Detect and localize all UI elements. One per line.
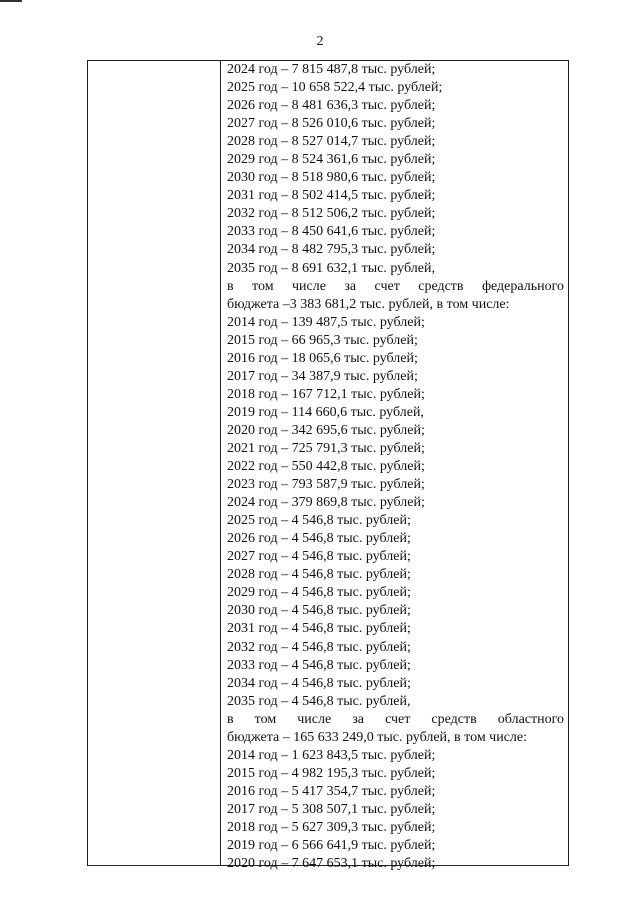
funding-year-line: 2030 год – 8 518 980,6 тыс. рублей; [227,170,436,186]
funding-year-line: 2026 год – 4 546,8 тыс. рублей; [227,531,411,547]
scan-corner-mark [0,0,22,2]
paragraph-line: в том числе за счет средств федерального [227,278,564,294]
funding-year-line: 2024 год – 379 869,8 тыс. рублей; [227,495,425,511]
funding-year-line: 2020 год – 7 647 653,1 тыс. рублей; [227,856,436,872]
funding-year-line: 2019 год – 114 660,6 тыс. рублей, [227,404,424,420]
funding-year-line: 2018 год – 5 627 309,3 тыс. рублей; [227,819,436,835]
funding-year-line: бюджета –3 383 681,2 тыс. рублей, в том числе: [227,296,510,312]
funding-year-line: 2016 год – 18 065,6 тыс. рублей; [227,350,418,366]
funding-year-line: 2029 год – 8 524 361,6 тыс. рублей; [227,152,436,168]
funding-year-line: 2023 год – 793 587,9 тыс. рублей; [227,477,425,493]
funding-year-line: 2032 год – 4 546,8 тыс. рублей; [227,639,411,655]
funding-year-line: 2027 год – 8 526 010,6 тыс. рублей; [227,116,436,132]
funding-year-line: 2033 год – 4 546,8 тыс. рублей; [227,657,411,673]
funding-year-line: 2031 год – 8 502 414,5 тыс. рублей; [227,188,436,204]
funding-year-line: 2025 год – 10 658 522,4 тыс. рублей; [227,80,443,96]
financing-text-column [227,61,564,873]
funding-year-line: 2022 год – 550 442,8 тыс. рублей; [227,459,425,475]
funding-year-line: 2016 год – 5 417 354,7 тыс. рублей; [227,783,436,799]
page-number: 2 [316,34,324,49]
funding-year-line: 2032 год – 8 512 506,2 тыс. рублей; [227,206,436,222]
paragraph-line: в том числе за счет средств областного [227,711,564,727]
funding-year-line: 2015 год – 66 965,3 тыс. рублей; [227,332,418,348]
funding-year-line: 2034 год – 4 546,8 тыс. рублей; [227,675,411,691]
funding-year-line: 2031 год – 4 546,8 тыс. рублей; [227,621,411,637]
funding-year-line: 2014 год – 1 623 843,5 тыс. рублей; [227,747,436,763]
funding-year-line: 2033 год – 8 450 641,6 тыс. рублей; [227,224,436,240]
funding-year-line: 2015 год – 4 982 195,3 тыс. рублей; [227,765,436,781]
funding-year-line: 2034 год – 8 482 795,3 тыс. рублей; [227,242,436,258]
funding-year-line: 2035 год – 8 691 632,1 тыс. рублей, [227,260,435,276]
funding-year-line: 2027 год – 4 546,8 тыс. рублей; [227,549,411,565]
funding-year-line: 2029 год – 4 546,8 тыс. рублей; [227,585,411,601]
funding-year-line: 2017 год – 34 387,9 тыс. рублей; [227,368,418,384]
funding-year-line: 2020 год – 342 695,6 тыс. рублей; [227,422,425,438]
funding-year-line: 2028 год – 4 546,8 тыс. рублей; [227,567,411,583]
funding-year-line: 2021 год – 725 791,3 тыс. рублей; [227,440,425,456]
funding-year-line: 2018 год – 167 712,1 тыс. рублей; [227,386,425,402]
funding-year-line: бюджета – 165 633 249,0 тыс. рублей, в том числе: [227,729,528,745]
funding-year-line: 2035 год – 4 546,8 тыс. рублей, [227,693,411,709]
funding-year-line: 2014 год – 139 487,5 тыс. рублей; [227,314,425,330]
funding-year-line: 2019 год – 6 566 641,9 тыс. рублей; [227,838,436,854]
funding-year-line: 2026 год – 8 481 636,3 тыс. рублей; [227,98,436,114]
funding-year-line: 2024 год – 7 815 487,8 тыс. рублей; [227,62,436,77]
funding-year-line: 2028 год – 8 527 014,7 тыс. рублей; [227,134,436,150]
funding-year-line: 2017 год – 5 308 507,1 тыс. рублей; [227,801,436,817]
column-divider [220,61,221,865]
financing-table [87,60,569,872]
funding-year-line: 2030 год – 4 546,8 тыс. рублей; [227,603,411,619]
funding-year-line: 2025 год – 4 546,8 тыс. рублей; [227,513,411,529]
